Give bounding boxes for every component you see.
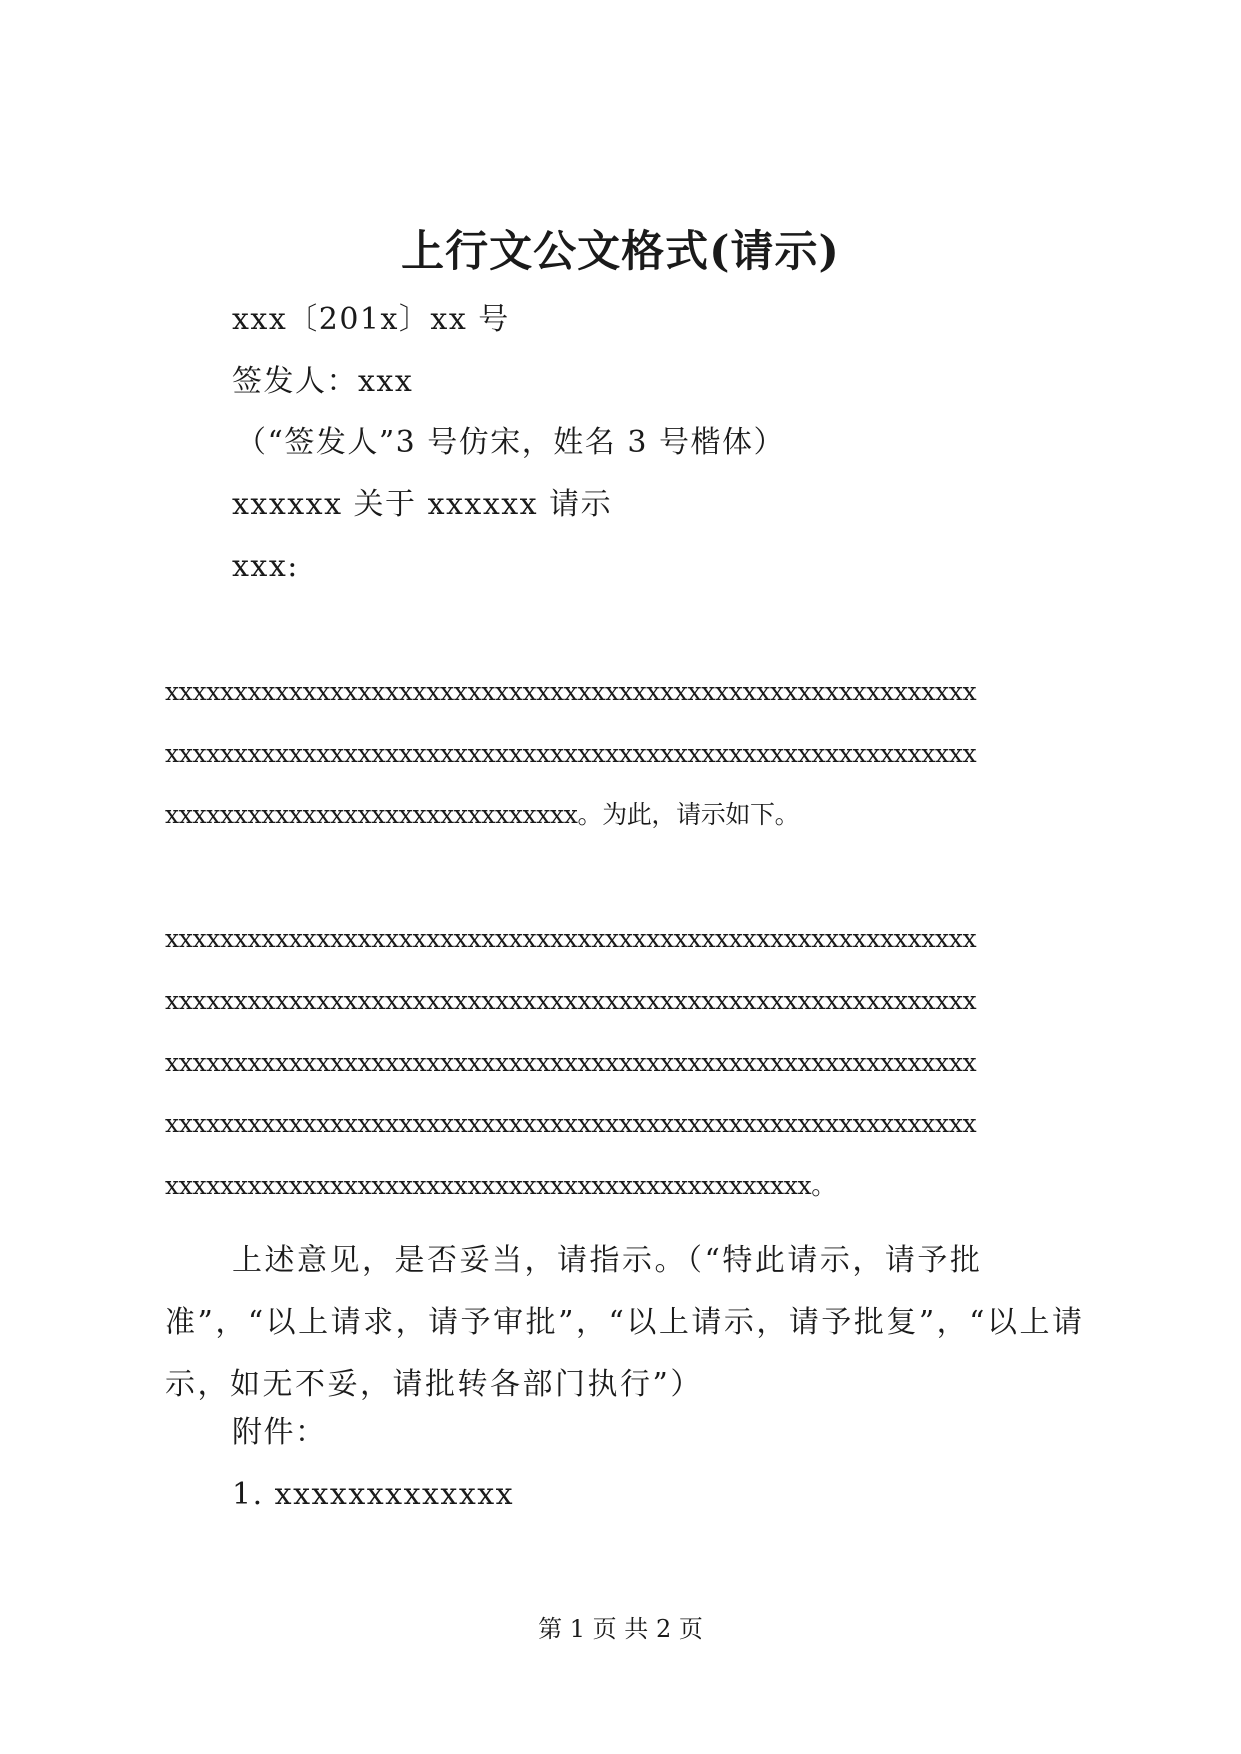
attachment-item-1: 1. xxxxxxxxxxxxx	[232, 1477, 515, 1512]
closing-paragraph: 上述意见，是否妥当，请指示。（“特此请示，请予批准”，“以上请求，请予审批”，“以上请示，请予批复”，“以上请示，如无不妥，请批转各部门执行”）	[165, 1243, 1085, 1402]
body-paragraph-1-line: xxxxxxxxxxxxxxxxxxxxxxxxxxxxxx。为此，请示如下。	[165, 800, 800, 829]
document-subject: xxxxxx 关于 xxxxxx 请示	[232, 487, 613, 522]
body-paragraph-2-line: xxxxxxxxxxxxxxxxxxxxxxxxxxxxxxxxxxxxxxxxxxxxxxxxxxxxxxxxxxx	[165, 1109, 977, 1138]
document-title: 上行文公文格式(请示)	[401, 227, 840, 277]
signer-format-note: （“签发人”3 号仿宋，姓名 3 号楷体）	[236, 425, 785, 460]
attachments-label: 附件：	[232, 1415, 327, 1450]
body-paragraph-1-line: xxxxxxxxxxxxxxxxxxxxxxxxxxxxxxxxxxxxxxxxxxxxxxxxxxxxxxxxxxx	[165, 677, 977, 706]
signer-line: 签发人：xxx	[232, 364, 414, 399]
body-paragraph-2-line: xxxxxxxxxxxxxxxxxxxxxxxxxxxxxxxxxxxxxxxxxxxxxxxxxxxxxxxxxxx	[165, 1048, 977, 1077]
recipient-line: xxx:	[232, 549, 299, 584]
page-number-footer: 第 1 页 共 2 页	[538, 1615, 703, 1643]
body-paragraph-1-line: xxxxxxxxxxxxxxxxxxxxxxxxxxxxxxxxxxxxxxxxxxxxxxxxxxxxxxxxxxx	[165, 739, 977, 768]
body-paragraph-2-line: xxxxxxxxxxxxxxxxxxxxxxxxxxxxxxxxxxxxxxxxxxxxxxxxxxxxxxxxxxx	[165, 986, 977, 1015]
document-number: xxx〔201x〕xx 号	[232, 302, 510, 337]
body-paragraph-2-line: xxxxxxxxxxxxxxxxxxxxxxxxxxxxxxxxxxxxxxxxxxxxxxxxxxxxxxxxxxx	[165, 924, 977, 953]
body-paragraph-2-line: xxxxxxxxxxxxxxxxxxxxxxxxxxxxxxxxxxxxxxxxxxxxxxx。	[165, 1171, 836, 1200]
